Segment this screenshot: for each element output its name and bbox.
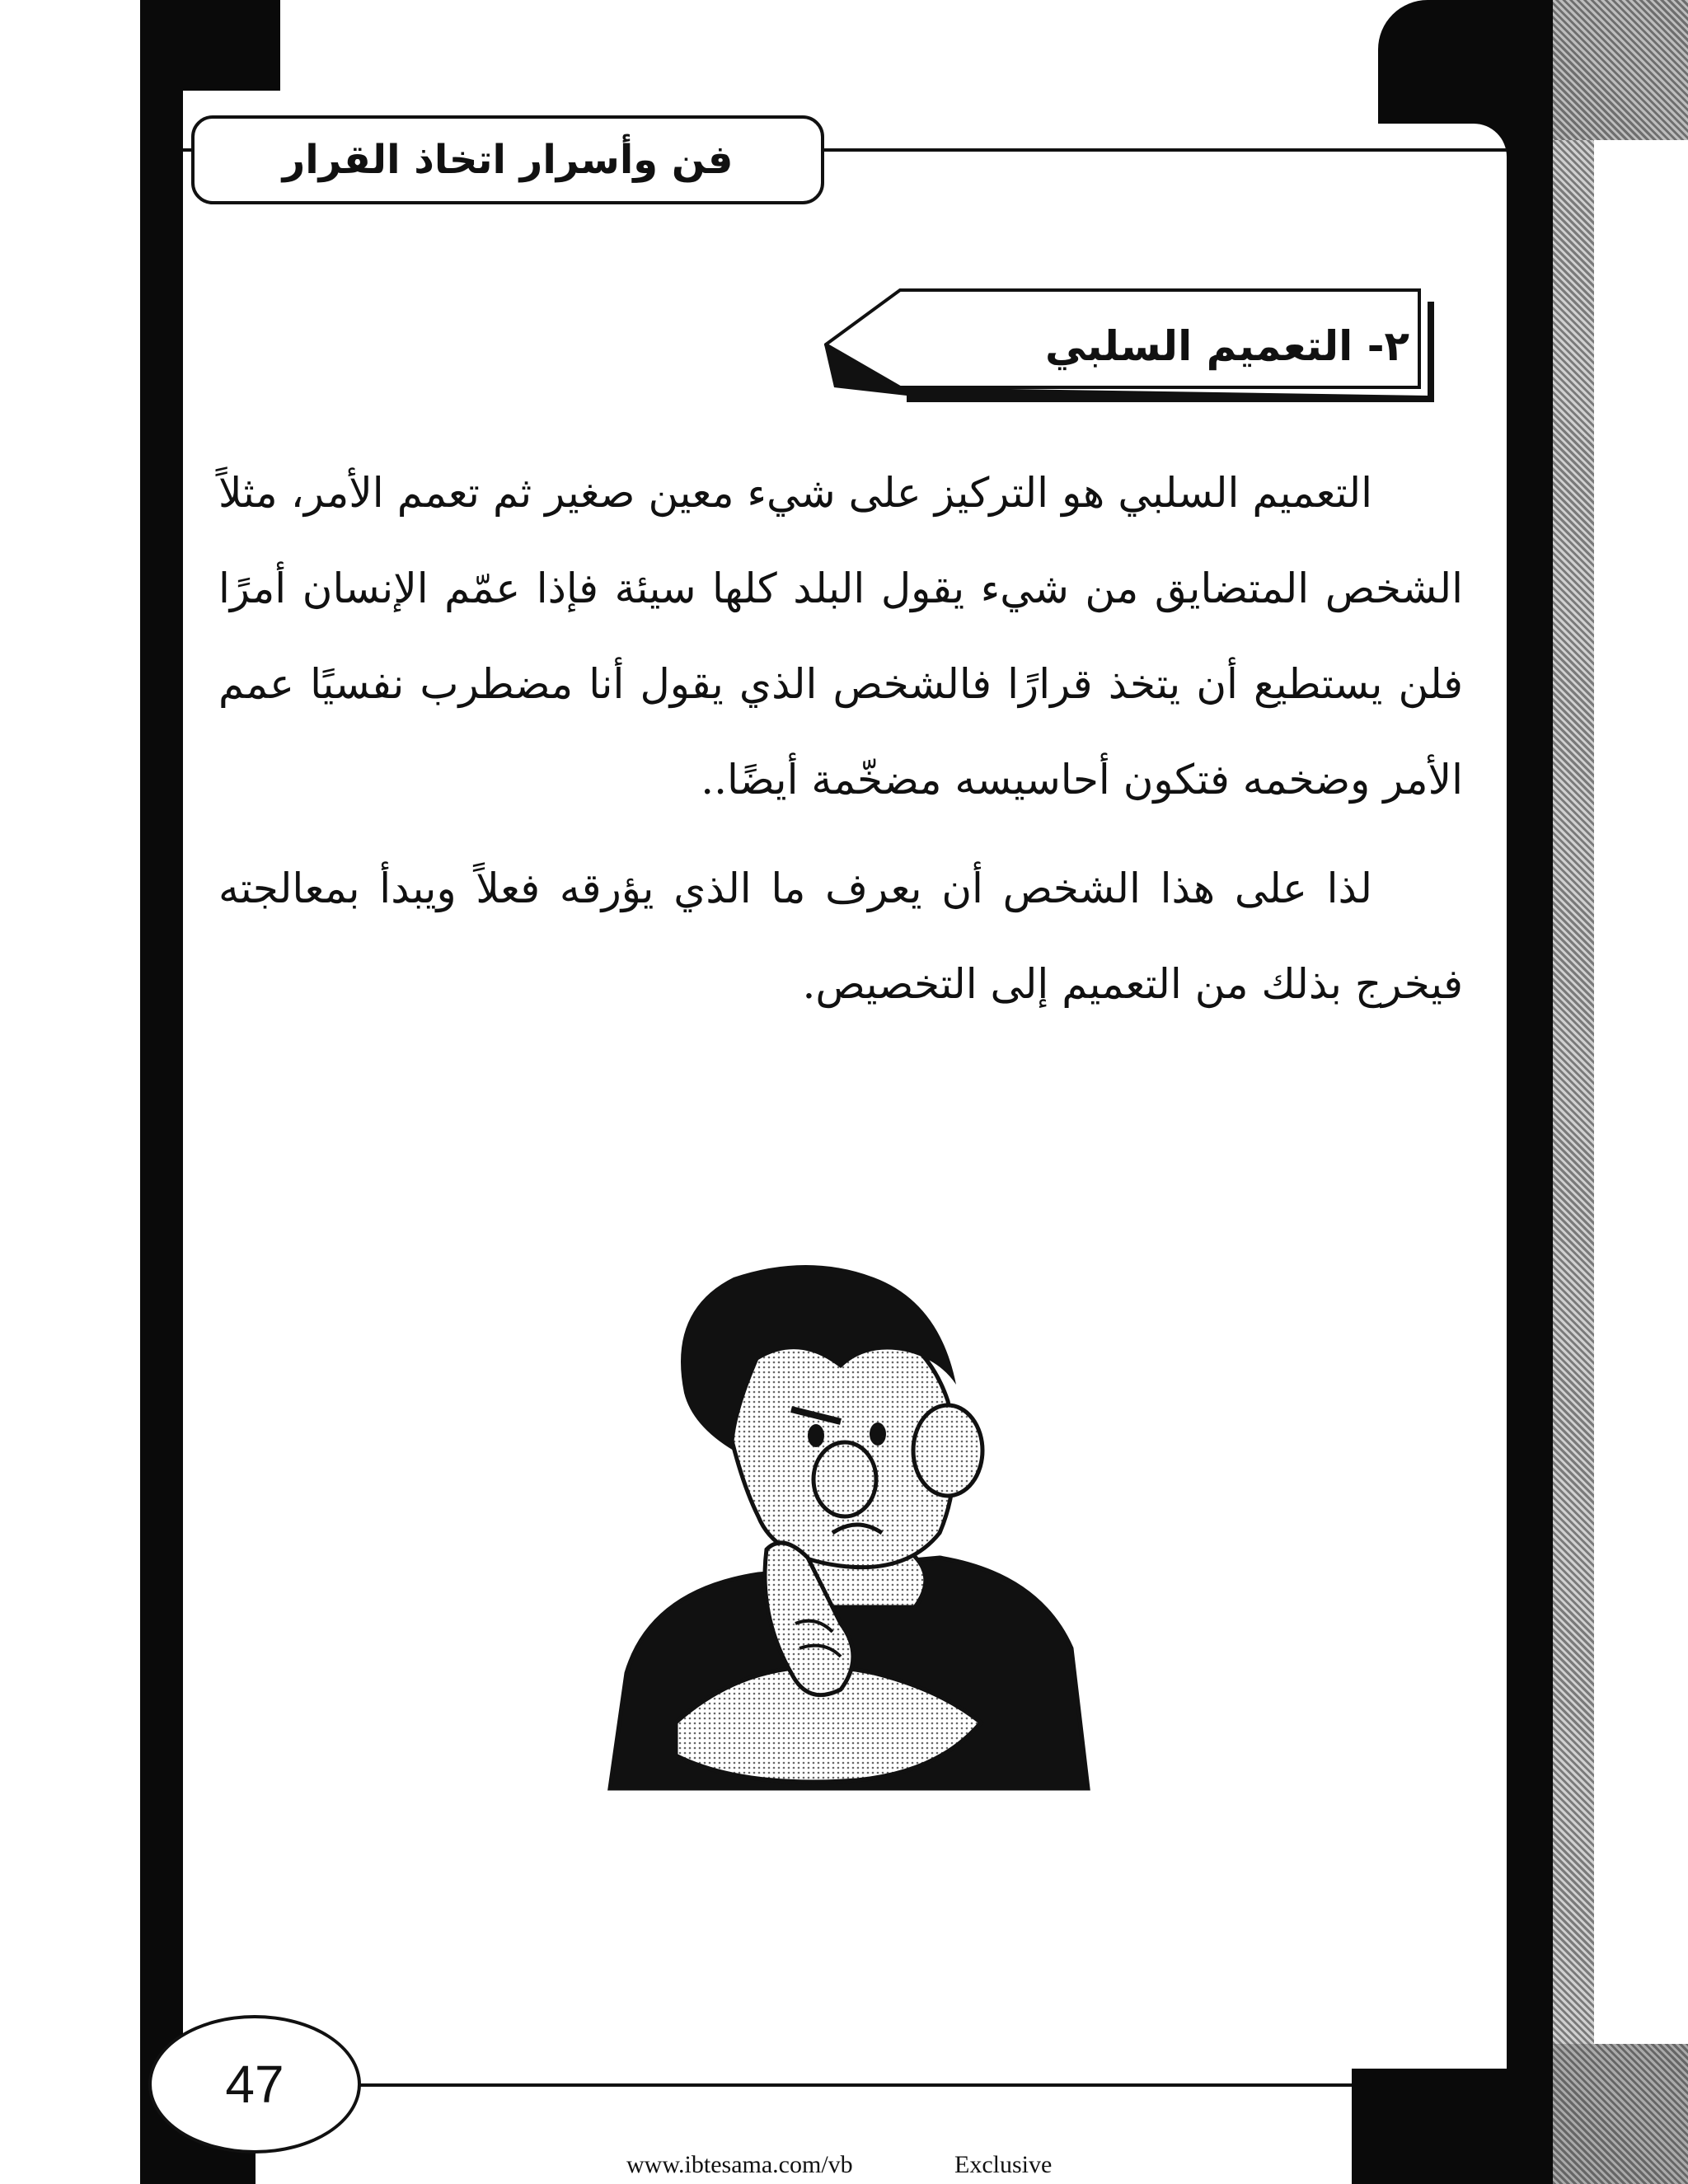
page-border-left [140, 0, 183, 2184]
book-title: فن وأسرار اتخاذ القرار [282, 137, 734, 183]
paragraph: التعميم السلبي هو التركيز على شيء معين صغير ثم تعمم الأمر، مثلاً الشخص المتضايق من شيء يقول البلد كلها سيئة فإذا عمّم الإنسان أمرًا فلن يستطيع أن يتخذ قرارًا فالشخص الذي يقول أنا مضطرب نفسيًا عمم الأمر وضخمه فتكون أحاسيسه مضخّمة أيضًا.. [218, 469, 1463, 804]
body-text [218, 445, 1463, 1032]
page-border-right [1507, 0, 1553, 2184]
footer-rule [354, 2083, 1352, 2087]
footer-tag: Exclusive [954, 2151, 1053, 2178]
scan-shade-top-right [1541, 0, 1688, 140]
page-border-bottom-right [1352, 2060, 1553, 2184]
footer-url: www.ibtesama.com/vb [626, 2151, 853, 2178]
thinking-man-illustration [593, 1261, 1137, 1805]
section-heading: ٢- التعميم السلبي [1045, 322, 1409, 370]
page-border-top-left-tab [165, 0, 280, 91]
running-header [191, 115, 824, 204]
scan-shade-right [1553, 140, 1594, 2184]
paragraph: لذا على هذا الشخص أن يعرف ما الذي يؤرقه فعلاً ويبدأ بمعالجته فيخرج بذلك من التعميم إلى التخصيص. [218, 865, 1463, 1008]
scan-shade-bottom-right [1553, 2044, 1688, 2184]
page-number: 47 [148, 2015, 361, 2154]
